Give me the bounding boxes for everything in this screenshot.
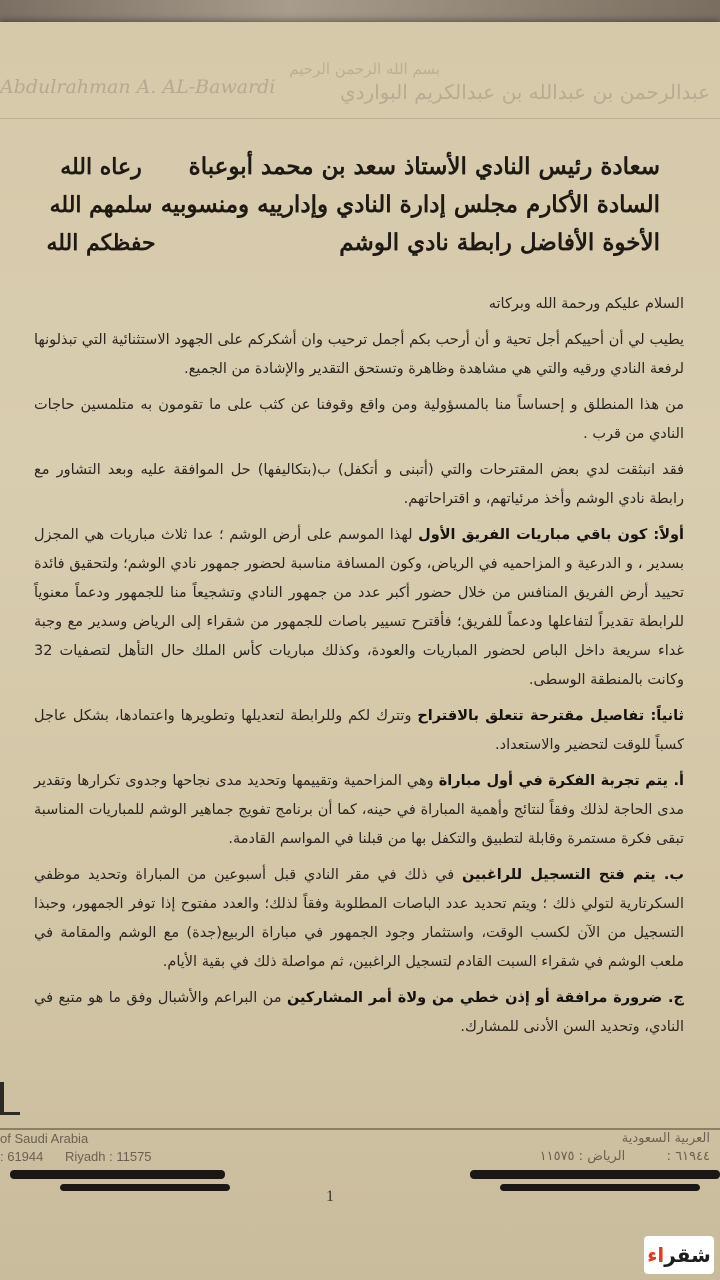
watermark-text: شقر bbox=[664, 1243, 711, 1267]
point-second-label: ثانياً: تفاصيل مقترحة تتعلق بالاقتراح bbox=[417, 708, 684, 724]
letterhead-basmala: بسم الله الرحمن الرحيم bbox=[289, 60, 440, 78]
footer-city-en: Riyadh : 11575 bbox=[65, 1149, 152, 1164]
point-second-text: وتترك لكم وللرابطة لتعديلها وتطويرها واعتمادها، بشكل عاجل كسباً للوقت لتحضير والاستعداد. bbox=[34, 708, 684, 753]
subpoint-a bbox=[34, 767, 684, 854]
subpoint-c-label: ج. ضرورة مرافقة أو إذن خطي من ولاة أمر المشاركين bbox=[286, 990, 684, 1006]
redaction-bar bbox=[60, 1184, 230, 1191]
letterhead-name-en: Abdulrahman A. AL-Bawardi bbox=[0, 76, 276, 98]
intro-paragraph: يطيب لي أن أحييكم أجل تحية و أن أرحب بكم أجمل ترحيب وان أشكركم على الجهود الاستثنائية التي تبذلونها لرفعة النادي ورقيه والتي هي مشاهدة وظاهرة وتستحق التقدير والإشادة من الجميع. bbox=[34, 332, 684, 377]
subpoint-a-label: أ. يتم تجربة الفكرة في أول مباراة bbox=[438, 773, 684, 789]
salutation-block bbox=[36, 148, 166, 262]
subpoint-b-label: ب. يتم فتح التسجيل للراغبين bbox=[461, 867, 684, 883]
subpoint-c-text: من البراعم والأشبال وفق ما هو متبع في النادي، وتحديد السن الأدنى للمشارك. bbox=[34, 990, 684, 1035]
footer-address-ar bbox=[390, 1148, 710, 1166]
footer-country-ar: العربية السعودية bbox=[621, 1131, 710, 1146]
site-watermark-logo bbox=[644, 1236, 714, 1274]
paragraph: فقد انبثقت لدي بعض المقترحات والتي (أتبنى و أتكفل) ب(بتكاليفها) حل الموافقة عليه وبعد التشاور مع رابطة نادي الوشم وأخذ مرئياتهم، و اقتراحاتهم. bbox=[34, 462, 684, 507]
addressee-line: سعادة رئيس النادي الأستاذ سعد بن محمد أبوعباة bbox=[188, 153, 660, 180]
subpoint-b bbox=[34, 861, 684, 977]
point-first-text: لهذا الموسم على أرض الوشم ؛ عدا ثلاث مباريات هي المجزل بسدير ، و الدرعية و المزاحميه في الرياض، وكون المسافة مناسبة لحضور جمهور نادي الوشم؛ ولتحقيق فائدة تحييد أرض الفريق المنافس من خلال حضور أكبر عدد من جمهور النادي وتشجيعاً منا للجمهور ودعماً معنوياً للرابطة تقديراً لتفاعلها ودعماً للفريق؛ فأقترح تسيير باصات للجمهور من شقراء إلى الرياض وسدير مع وجبة غداء سريعة داخل الباص لحضور المباريات والعودة، وكذلك مباريات كأس الملك حال التأهل لتصفيات 32 وكانت بالمنطقة الوسطى. bbox=[34, 527, 684, 688]
letterhead-name-ar: عبدالرحمن بن عبدالله بن عبدالكريم البواردي bbox=[340, 80, 710, 104]
subpoint-b-text: في ذلك في مقر النادي قبل أسبوعين من المباراة وتحديد موظفي السكرتارية لتولي ذلك ؛ ويتم تحديد عدد الباصات المطلوبة وفقاً لذلك؛ والعدد مفتوح إذا توفر الجمهور، وحبذا التسجيل من الآن لكسب الوقت، واستثمار وجود الجمهور في مباراة الربيع(جدة) مع الوشم والمقامة في ملعب الوشم في شقراء السبت القادم لتسجيل الراغبين، ثم مواصلة ذلك في بقية الأيام. bbox=[34, 867, 684, 970]
footer-pobox-ar: ٦١٩٤٤ : bbox=[666, 1149, 710, 1164]
salutation: سلمهم الله bbox=[49, 192, 153, 218]
letterhead-divider bbox=[0, 118, 720, 119]
redaction-bar bbox=[500, 1184, 700, 1191]
footer-address-en bbox=[0, 1148, 300, 1166]
greeting: السلام عليكم ورحمة الله وبركاته bbox=[488, 296, 684, 312]
point-first-label: أولاً: كون باقي مباريات الفريق الأول bbox=[418, 527, 684, 543]
redaction-bar bbox=[470, 1170, 720, 1179]
addressee-line: السادة الأكارم مجلس إدارة النادي وإدارييه ومنسوبيه bbox=[160, 191, 660, 218]
redaction-bar bbox=[10, 1170, 225, 1179]
subpoint-c bbox=[34, 984, 684, 1042]
addressee-block bbox=[160, 148, 660, 262]
footer-country-en: of Saudi Arabia bbox=[0, 1131, 89, 1146]
point-second bbox=[34, 702, 684, 760]
subpoint-a-text: وهي المزاحمية وتقييمها وتحديد مدى نجاحها وجدوى تكرارها وتقدير مدى الحاجة لذلك وفقاً لنتائج وأهمية المباراة في حينه، كما أن برنامج تفويج جماهير الوشم للمباريات المناسبة تبقى فكرة مستمرة وقابلة لتطبيق والتكفل بها من قبلنا في المواسم القادمة. bbox=[34, 773, 684, 847]
salutation: رعاه الله bbox=[60, 154, 142, 180]
watermark-accent: اء bbox=[647, 1243, 665, 1267]
point-first bbox=[34, 521, 684, 695]
page-number: 1 bbox=[326, 1188, 334, 1205]
paragraph: من هذا المنطلق و إحساساً منا بالمسؤولية ومن واقع وقوفنا عن كثب على ما تقومون به متلمسين حاجات النادي من قرب . bbox=[34, 397, 684, 442]
footer-city-ar: الرياض : ١١٥٧٥ bbox=[539, 1149, 626, 1164]
salutation: حفظكم الله bbox=[46, 230, 156, 256]
addressee-line: الأخوة الأفاضل رابطة نادي الوشم bbox=[339, 229, 660, 256]
letter-body bbox=[34, 290, 684, 1049]
handwritten-mark bbox=[0, 1082, 20, 1115]
footer-pobox-en: : 61944 bbox=[0, 1149, 44, 1164]
